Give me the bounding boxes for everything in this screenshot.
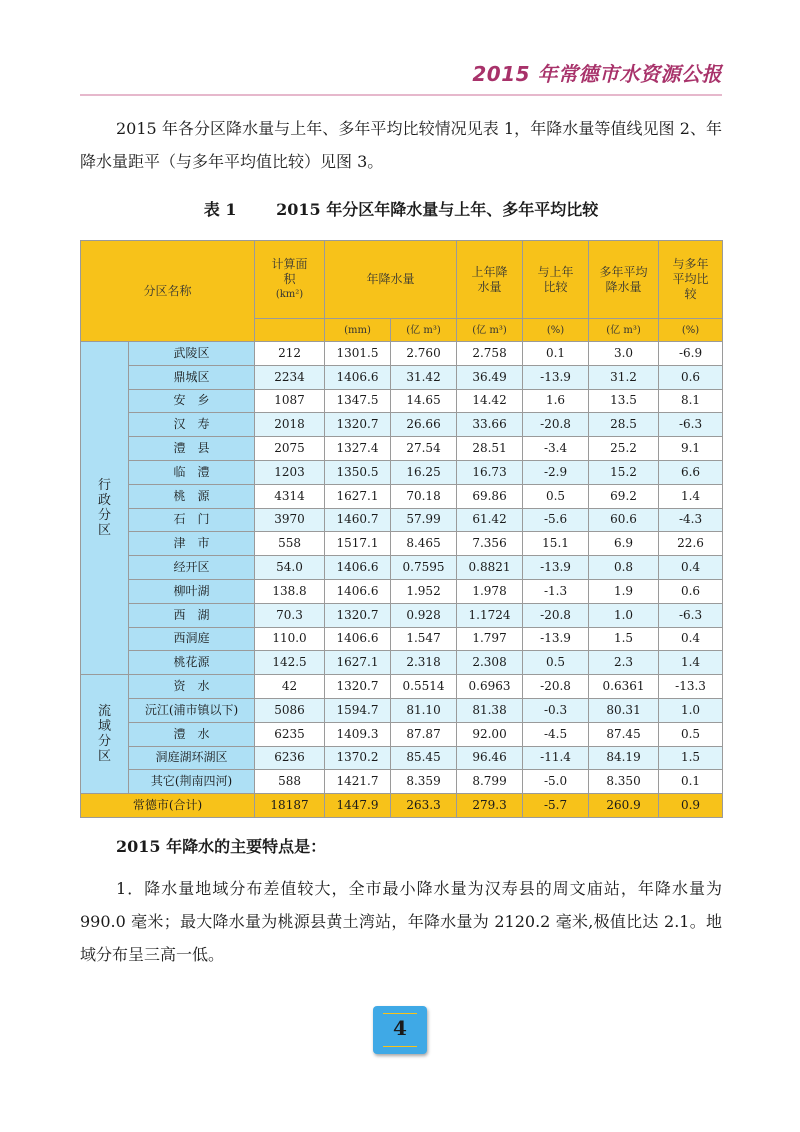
cell-mm: 1627.1 (325, 651, 391, 675)
cell-mm: 1406.6 (325, 627, 391, 651)
cell-mm: 1320.7 (325, 413, 391, 437)
district-name: 柳叶湖 (129, 579, 255, 603)
cell-mm: 1320.7 (325, 603, 391, 627)
district-name: 桃 源 (129, 484, 255, 508)
cell-vs-last: 0.1 (523, 342, 589, 366)
cell-vs-last: -13.9 (523, 627, 589, 651)
cell-last: 0.8821 (457, 556, 523, 580)
feature-point-1: 1．降水量地域分布差值较大，全市最小降水量为汉寿县的周文庙站，年降水量为 990.0 毫米；最大降水量为桃源县黄土湾站，年降水量为 2120.2 毫米,极值比达 2.1。地域分布呈三高一低。 (80, 879, 722, 964)
cell-avg: 13.5 (589, 389, 659, 413)
cell-avg: 87.45 (589, 722, 659, 746)
cell-mm: 1406.6 (325, 556, 391, 580)
cell-vol: 2.760 (391, 342, 457, 366)
cell-mm: 1627.1 (325, 484, 391, 508)
cell-last: 81.38 (457, 698, 523, 722)
cell-vol: 70.18 (391, 484, 457, 508)
cell-area: 6235 (255, 722, 325, 746)
cell-last: 2.758 (457, 342, 523, 366)
cell-area: 4314 (255, 484, 325, 508)
district-name: 汉 寿 (129, 413, 255, 437)
table-row (81, 556, 723, 580)
district-name: 澧 水 (129, 722, 255, 746)
col-header-vs-last: 与上年比较 (523, 241, 589, 319)
district-name: 桃花源 (129, 651, 255, 675)
cell-avg: 1.5 (589, 627, 659, 651)
cell-mm: 1406.6 (325, 579, 391, 603)
cell-mm: 1370.2 (325, 746, 391, 770)
cell-vs-avg: 9.1 (659, 437, 723, 461)
cell-vs-avg: 0.4 (659, 627, 723, 651)
cell-vs-last: -20.8 (523, 413, 589, 437)
table-caption (80, 197, 722, 220)
cell-mm: 1594.7 (325, 698, 391, 722)
cell-avg: 1.9 (589, 579, 659, 603)
cell-vs-avg: 6.6 (659, 460, 723, 484)
district-name: 澧 县 (129, 437, 255, 461)
cell-vol: 87.87 (391, 722, 457, 746)
cell-vol: 1.952 (391, 579, 457, 603)
cell-vol: 1.547 (391, 627, 457, 651)
cell-vs-last: -4.5 (523, 722, 589, 746)
group-char: 政 (97, 493, 111, 509)
cell-vs-last: -1.3 (523, 579, 589, 603)
table-row (81, 460, 723, 484)
cell-avg: 31.2 (589, 365, 659, 389)
page-number-box (373, 1006, 427, 1054)
total-vol: 263.3 (391, 794, 457, 818)
header-divider (80, 94, 722, 96)
total-vs-avg: 0.9 (659, 794, 723, 818)
rainfall-table (80, 240, 723, 818)
group-basin-district (81, 675, 129, 794)
cell-area: 42 (255, 675, 325, 699)
district-name: 西洞庭 (129, 627, 255, 651)
cell-vol: 26.66 (391, 413, 457, 437)
cell-vs-last: -11.4 (523, 746, 589, 770)
cell-last: 2.308 (457, 651, 523, 675)
cell-vs-last: -0.3 (523, 698, 589, 722)
table-row (81, 770, 723, 794)
cell-vol: 8.465 (391, 532, 457, 556)
total-area: 18187 (255, 794, 325, 818)
group-admin-district (81, 342, 129, 675)
district-name: 资 水 (129, 675, 255, 699)
unit-avg: (亿 m³) (589, 319, 659, 342)
cell-mm: 1460.7 (325, 508, 391, 532)
cell-vs-last: -20.8 (523, 675, 589, 699)
cell-area: 2234 (255, 365, 325, 389)
district-name: 石 门 (129, 508, 255, 532)
cell-avg: 25.2 (589, 437, 659, 461)
cell-vs-avg: 1.0 (659, 698, 723, 722)
cell-avg: 28.5 (589, 413, 659, 437)
total-avg: 260.9 (589, 794, 659, 818)
cell-last: 33.66 (457, 413, 523, 437)
cell-last: 1.797 (457, 627, 523, 651)
cell-vs-last: 0.5 (523, 484, 589, 508)
cell-vs-last: 1.6 (523, 389, 589, 413)
district-name: 其它(荆南四河) (129, 770, 255, 794)
table-total-row (81, 794, 723, 818)
cell-vs-last: -5.6 (523, 508, 589, 532)
cell-vs-last: -3.4 (523, 437, 589, 461)
cell-last: 1.978 (457, 579, 523, 603)
cell-last: 7.356 (457, 532, 523, 556)
cell-last: 92.00 (457, 722, 523, 746)
cell-last: 96.46 (457, 746, 523, 770)
group-char: 区 (97, 523, 111, 539)
cell-area: 5086 (255, 698, 325, 722)
col-header-vs-avg: 与多年平均比较 (659, 241, 723, 319)
cell-mm: 1517.1 (325, 532, 391, 556)
table-row (81, 437, 723, 461)
cell-vs-last: 0.5 (523, 651, 589, 675)
cell-avg: 69.2 (589, 484, 659, 508)
area-unit: (km²) (275, 289, 304, 300)
cell-area: 588 (255, 770, 325, 794)
cell-mm: 1327.4 (325, 437, 391, 461)
cell-area: 558 (255, 532, 325, 556)
table-row (81, 389, 723, 413)
cell-mm: 1350.5 (325, 460, 391, 484)
group-char: 区 (97, 749, 111, 765)
cell-last: 16.73 (457, 460, 523, 484)
cell-mm: 1421.7 (325, 770, 391, 794)
table-row (81, 746, 723, 770)
cell-vs-avg: 0.6 (659, 579, 723, 603)
cell-vs-avg: 1.4 (659, 651, 723, 675)
table-row (81, 675, 723, 699)
total-last: 279.3 (457, 794, 523, 818)
cell-mm: 1409.3 (325, 722, 391, 746)
cell-avg: 6.9 (589, 532, 659, 556)
unit-vol: (亿 m³) (391, 319, 457, 342)
unit-vs-last: (%) (523, 319, 589, 342)
cell-vol: 57.99 (391, 508, 457, 532)
page-number-rule-top (383, 1013, 417, 1014)
cell-vs-last: -2.9 (523, 460, 589, 484)
cell-avg: 80.31 (589, 698, 659, 722)
cell-last: 28.51 (457, 437, 523, 461)
cell-mm: 1406.6 (325, 365, 391, 389)
unit-vs-avg: (%) (659, 319, 723, 342)
table-row (81, 603, 723, 627)
total-vs-last: -5.7 (523, 794, 589, 818)
cell-mm: 1320.7 (325, 675, 391, 699)
cell-vs-last: -13.9 (523, 365, 589, 389)
col-header-district: 分区名称 (81, 241, 255, 342)
cell-vs-avg: -13.3 (659, 675, 723, 699)
cell-vol: 14.65 (391, 389, 457, 413)
cell-last: 8.799 (457, 770, 523, 794)
cell-area: 1203 (255, 460, 325, 484)
table-row (81, 413, 723, 437)
cell-vs-avg: -6.3 (659, 413, 723, 437)
district-name: 沅江(浦市镇以下) (129, 698, 255, 722)
table-row (81, 579, 723, 603)
total-name: 常德市(合计) (81, 794, 255, 818)
cell-avg: 15.2 (589, 460, 659, 484)
group-char: 域 (97, 719, 111, 735)
cell-vol: 0.7595 (391, 556, 457, 580)
cell-vs-avg: 8.1 (659, 389, 723, 413)
group-char: 分 (97, 734, 111, 750)
district-name: 西 湖 (129, 603, 255, 627)
cell-area: 1087 (255, 389, 325, 413)
cell-vs-avg: 22.6 (659, 532, 723, 556)
cell-area: 70.3 (255, 603, 325, 627)
table-title: 2015 年分区年降水量与上年、多年平均比较 (276, 200, 599, 219)
page-number-rule-bottom (383, 1046, 417, 1047)
group-char: 行 (97, 478, 111, 494)
cell-area: 212 (255, 342, 325, 366)
table-number: 表 1 (203, 200, 237, 219)
cell-last: 36.49 (457, 365, 523, 389)
unit-empty (255, 319, 325, 342)
cell-vs-avg: 0.5 (659, 722, 723, 746)
cell-area: 2018 (255, 413, 325, 437)
district-name: 临 澧 (129, 460, 255, 484)
cell-area: 138.8 (255, 579, 325, 603)
district-name: 安 乡 (129, 389, 255, 413)
table-row (81, 698, 723, 722)
group-char: 流 (97, 704, 111, 720)
cell-avg: 3.0 (589, 342, 659, 366)
table-row (81, 532, 723, 556)
cell-avg: 2.3 (589, 651, 659, 675)
col-header-area (255, 241, 325, 319)
cell-avg: 1.0 (589, 603, 659, 627)
cell-vs-avg: 0.4 (659, 556, 723, 580)
cell-area: 142.5 (255, 651, 325, 675)
cell-vs-avg: -6.9 (659, 342, 723, 366)
cell-avg: 60.6 (589, 508, 659, 532)
intro-paragraph: 2015 年各分区降水量与上年、多年平均比较情况见表 1，年降水量等值线见图 2、年降水量距平（与多年平均值比较）见图 3。 (80, 119, 722, 171)
table-row (81, 651, 723, 675)
cell-last: 1.1724 (457, 603, 523, 627)
cell-mm: 1347.5 (325, 389, 391, 413)
cell-last: 69.86 (457, 484, 523, 508)
cell-area: 54.0 (255, 556, 325, 580)
cell-area: 3970 (255, 508, 325, 532)
unit-last: (亿 m³) (457, 319, 523, 342)
cell-last: 0.6963 (457, 675, 523, 699)
col-header-last-year: 上年降水量 (457, 241, 523, 319)
cell-vol: 0.5514 (391, 675, 457, 699)
group-char: 分 (97, 508, 111, 524)
col-header-multi-avg: 多年平均降水量 (589, 241, 659, 319)
cell-avg: 0.6361 (589, 675, 659, 699)
cell-last: 14.42 (457, 389, 523, 413)
district-name: 经开区 (129, 556, 255, 580)
cell-area: 110.0 (255, 627, 325, 651)
cell-vol: 2.318 (391, 651, 457, 675)
district-name: 鼎城区 (129, 365, 255, 389)
cell-area: 6236 (255, 746, 325, 770)
cell-vol: 27.54 (391, 437, 457, 461)
district-name: 武陵区 (129, 342, 255, 366)
cell-vol: 0.928 (391, 603, 457, 627)
cell-vs-last: 15.1 (523, 532, 589, 556)
cell-vol: 16.25 (391, 460, 457, 484)
cell-avg: 0.8 (589, 556, 659, 580)
unit-mm: (mm) (325, 319, 391, 342)
cell-vs-last: -13.9 (523, 556, 589, 580)
table-row (81, 365, 723, 389)
table-row (81, 722, 723, 746)
cell-vs-avg: -4.3 (659, 508, 723, 532)
table-row (81, 484, 723, 508)
cell-vol: 31.42 (391, 365, 457, 389)
cell-vs-avg: 1.4 (659, 484, 723, 508)
district-name: 洞庭湖环湖区 (129, 746, 255, 770)
cell-avg: 84.19 (589, 746, 659, 770)
area-label: 计算面积 (271, 257, 308, 286)
cell-avg: 8.350 (589, 770, 659, 794)
cell-vs-last: -5.0 (523, 770, 589, 794)
cell-last: 61.42 (457, 508, 523, 532)
cell-vs-avg: -6.3 (659, 603, 723, 627)
cell-vs-avg: 0.6 (659, 365, 723, 389)
cell-vs-last: -20.8 (523, 603, 589, 627)
publication-title: 2015 年常德市水资源公报 (472, 62, 722, 86)
page-number: 4 (393, 1016, 407, 1040)
table-row (81, 508, 723, 532)
cell-vs-avg: 0.1 (659, 770, 723, 794)
cell-mm: 1301.5 (325, 342, 391, 366)
cell-area: 2075 (255, 437, 325, 461)
features-heading: 2015 年降水的主要特点是： (116, 837, 327, 856)
table-row (81, 342, 723, 366)
table-row (81, 627, 723, 651)
total-mm: 1447.9 (325, 794, 391, 818)
cell-vol: 8.359 (391, 770, 457, 794)
cell-vol: 81.10 (391, 698, 457, 722)
cell-vol: 85.45 (391, 746, 457, 770)
col-header-annual-rain: 年降水量 (325, 241, 457, 319)
district-name: 津 市 (129, 532, 255, 556)
cell-vs-avg: 1.5 (659, 746, 723, 770)
